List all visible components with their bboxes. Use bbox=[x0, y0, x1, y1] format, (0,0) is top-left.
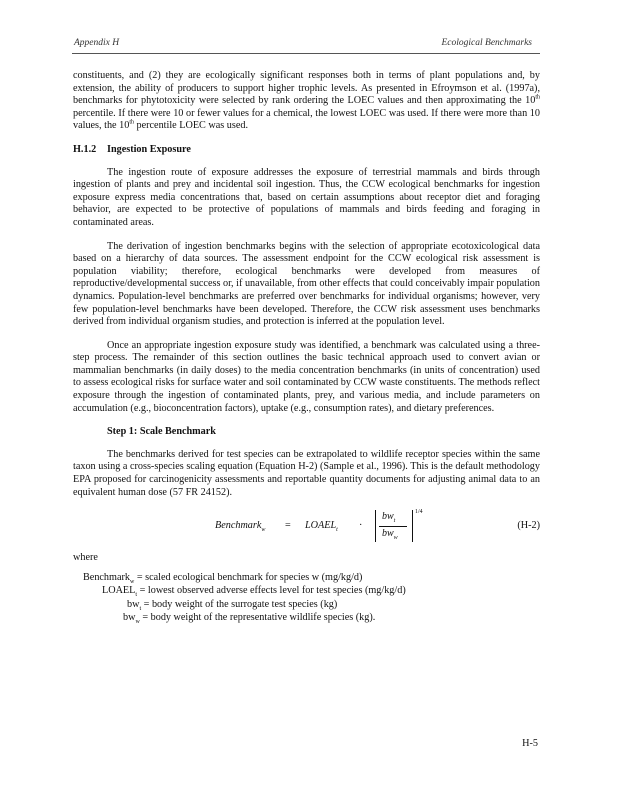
definition-bw-wildlife bbox=[73, 611, 540, 625]
paragraph-intro bbox=[73, 70, 540, 133]
section-heading bbox=[73, 144, 540, 157]
definition-text: = body weight of the surrogate test species (kg) bbox=[141, 598, 338, 610]
paragraph-ingestion-route: The ingestion route of exposure addresses the exposure of terrestrial mammals and birds through ingestion of plants and prey and incidental soil ingestion. Thus, the CCW ecological benchmarks for ingestion exposure express media concentrations that, based on certain assumptions about receptor diet and foraging behavior, are expected to be protective of populations of mammals and birds feeding and foraging in contaminated areas. bbox=[73, 166, 540, 228]
subscript: t bbox=[139, 605, 142, 612]
definition-text: = scaled ecological benchmark for species w (mg/kg/d) bbox=[134, 571, 363, 583]
equation-fraction bbox=[375, 510, 413, 542]
equation-term: bw bbox=[382, 511, 394, 523]
fraction-numerator bbox=[382, 511, 395, 524]
definition-bw-test bbox=[73, 598, 540, 612]
equation-term: bw bbox=[382, 528, 394, 540]
step-heading: Step 1: Scale Benchmark bbox=[107, 426, 216, 438]
equation-equals: = bbox=[285, 520, 291, 532]
equation-term: Benchmark bbox=[215, 520, 262, 532]
definition-loael bbox=[73, 584, 540, 598]
equation-number: (H-2) bbox=[517, 520, 540, 532]
subscript: t bbox=[135, 592, 138, 599]
paragraph-derivation: The derivation of ingestion benchmarks begins with the selection of appropriate ecotoxicological data based on a hierarchy of data sources. The assessment endpoint for the CCW ecological risk assessment is population viability; therefore, ecological benchmarks were developed from measures of reproductive/developmental success or, if unavailable, from other effects that could conceivably impair population dynamics. Population-level benchmarks are preferred over benchmarks for individual organisms; however, very few population-level benchmarks have been developed. Therefore, the CCW risk assessment uses benchmarks derived from individual organism studies, and protection is inferred at the population level. bbox=[73, 240, 540, 328]
equation-term: LOAEL bbox=[305, 520, 337, 532]
section-title: Ingestion Exposure bbox=[107, 143, 191, 155]
subscript: w bbox=[393, 535, 398, 542]
definition-term: bw bbox=[127, 598, 140, 610]
definition-term: bw bbox=[123, 612, 136, 624]
subscript: w bbox=[261, 527, 266, 534]
equation-lhs bbox=[215, 520, 265, 533]
superscript: th bbox=[535, 94, 540, 101]
fraction-bar bbox=[379, 526, 407, 527]
paragraph-text: percentile LOEC was used. bbox=[133, 120, 248, 132]
where-label: where bbox=[73, 552, 98, 564]
paragraph-text: constituents, and (2) they are ecologically significant responses both in terms of plant populations and, by extension, the ability of producers to support higher trophic levels. As presented in Efroymson et al. (1997a), benchmarks for phytotoxicity were selected by rank ordering the LOEC values and then approximating the 10 bbox=[73, 70, 540, 107]
header-rule bbox=[72, 53, 540, 54]
subscript: w bbox=[135, 619, 140, 626]
page-content bbox=[73, 70, 540, 625]
definition-term: Benchmark bbox=[83, 571, 130, 583]
header-appendix: Appendix H bbox=[74, 38, 120, 48]
equation-h2 bbox=[73, 510, 540, 548]
superscript: th bbox=[129, 119, 134, 126]
equation-exponent: 1/4 bbox=[415, 509, 423, 516]
paragraph-three-step: Once an appropriate ingestion exposure study was identified, a benchmark was calculated using a three-step process. The remainder of this section outlines the basic technical approach used to convert avian or mammalian benchmarks (in daily doses) to the media concentration benchmarks (in units of concentration) used to assess ecological risks for surface water and soil contaminated by CCW waste constituents. The methods reflect exposure through the ingestion of contaminated plants, prey, and various media, and include parameters on accumulation (e.g., bioconcentration factors), uptake (e.g., consumption rates), and dietary preferences. bbox=[73, 339, 540, 414]
section-number: H.1.2 bbox=[73, 143, 97, 155]
paragraph-text: percentile. If there were 10 or fewer values for a chemical, the lowest LOEC was used. If there were more than 10 values, the 10 bbox=[73, 107, 540, 132]
subscript: w bbox=[129, 578, 135, 585]
paragraph-scaling: The benchmarks derived for test species can be extrapolated to wildlife receptor species within the same taxon using a cross-species scaling equation (Equation H-2) (Sample et al., 1996). This is the default methodology EPA proposed for carcinogenicity assessments and reportable quantity documents for adjusting animal data to an equivalent human dose (57 FR 24152). bbox=[73, 448, 540, 498]
fraction-denominator bbox=[382, 528, 398, 541]
definition-text: = body weight of the representative wildlife species (kg). bbox=[139, 612, 376, 624]
subscript: t bbox=[393, 518, 396, 525]
definition-text: = lowest observed adverse effects level for test species (mg/kg/d) bbox=[137, 585, 406, 597]
definition-term: LOAEL bbox=[102, 585, 136, 597]
equation-multiply: · bbox=[359, 520, 363, 532]
definition-benchmark bbox=[73, 571, 540, 585]
page-number: H-5 bbox=[522, 738, 538, 749]
header-section-title: Ecological Benchmarks bbox=[441, 38, 532, 48]
subscript: t bbox=[336, 527, 338, 534]
equation-loael bbox=[305, 520, 338, 533]
definitions-list bbox=[73, 571, 540, 625]
